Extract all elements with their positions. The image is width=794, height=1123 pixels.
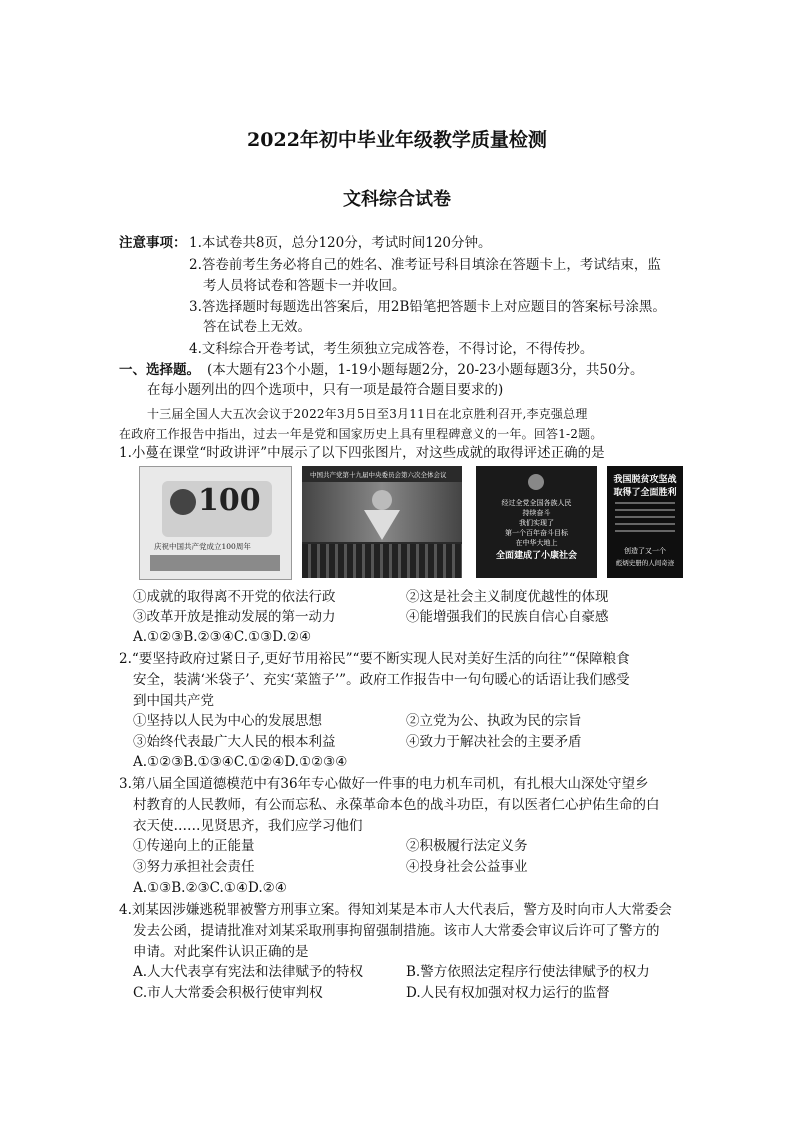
q1-image-4-line-2: 取得了全面胜利 bbox=[613, 488, 677, 498]
notice-label: 注意事项： bbox=[119, 235, 187, 251]
q2-option-4: ④致力于解决社会的主要矛盾 bbox=[406, 734, 582, 750]
q1-image-4-line-4: 彪炳史册的人间奇迹 bbox=[615, 559, 675, 567]
section-desc-2: 在每小题列出的四个选项中，只有一项是最符合题目要求的) bbox=[147, 382, 504, 398]
q3-line-3: 衣天使……见贤思齐，我们应学习他们 bbox=[133, 818, 363, 834]
section-heading: 一、选择题。 bbox=[119, 362, 200, 378]
material-line-1: 十三届全国人大五次会议于2022年3月5日至3月11日在北京胜利召开,李克强总理 bbox=[147, 407, 588, 421]
q1-option-3: ③改革开放是推动发展的第一动力 bbox=[133, 609, 336, 625]
q3-option-1: ①传递向上的正能量 bbox=[133, 838, 255, 854]
q1-option-2: ②这是社会主义制度优越性的体现 bbox=[406, 589, 609, 605]
notice-item-4: 4.文科综合开卷考试，考生须独立完成答卷，不得讨论，不得传抄。 bbox=[189, 341, 594, 357]
q1-image-4-line-3: 创造了又一个 bbox=[624, 547, 666, 555]
q1-image-3-line-2: 持续奋斗 bbox=[522, 509, 551, 517]
q2-answers: A.①②③B.①③④C.①②④D.①②③④ bbox=[133, 754, 348, 770]
q2-line-2: 安全，装满‘米袋子’、充实‘菜篮子’”。政府工作报告中一句句暖心的话语让我们感受 bbox=[133, 672, 630, 688]
notice-item-1: 1.本试卷共8页，总分120分，考试时间120分钟。 bbox=[189, 235, 492, 251]
q1-stem: 1.小蔓在课堂“时政讲评”中展示了以下四张图片，对这些成就的取得评述正确的是 bbox=[119, 445, 605, 461]
q1-option-4: ④能增强我们的民族自信心自豪感 bbox=[406, 609, 609, 625]
q4-line-3: 申请。对此案件认识正确的是 bbox=[133, 944, 309, 960]
q3-option-3: ③努力承担社会责任 bbox=[133, 859, 255, 875]
material-line-2: 在政府工作报告中指出，过去一年是党和国家历史上具有里程碑意义的一年。回答1-2题。 bbox=[119, 427, 603, 441]
notice-item-3b: 答在试卷上无效。 bbox=[203, 319, 311, 335]
q1-image-3-line-3: 我们实现了 bbox=[519, 519, 554, 527]
q4-option-d: D.人民有权加强对权力运行的监督 bbox=[406, 985, 610, 1001]
q4-line-2: 发去公函，提请批准对刘某采取刑事拘留强制措施。该市人大常委会审议后许可了警方的 bbox=[133, 923, 660, 939]
q2-option-1: ①坚持以人民为中心的发展思想 bbox=[133, 713, 322, 729]
q3-option-4: ④投身社会公益事业 bbox=[406, 859, 528, 875]
q1-image-1-number: 100 bbox=[198, 483, 261, 518]
page-title: 2022年初中毕业年级教学质量检测 bbox=[247, 129, 547, 151]
q3-line-1: 3.第八届全国道德模范中有36年专心做好一件事的电力机车司机，有扎根大山深处守望乡 bbox=[119, 776, 649, 792]
q1-image-4-line-1: 我国脱贫攻坚战 bbox=[613, 475, 677, 485]
section-desc-1: (本大题有23个小题，1-19小题每题2分，20-23小题每题3分，共50分。 bbox=[207, 362, 644, 378]
q2-line-3: 到中国共产党 bbox=[133, 693, 214, 709]
notice-item-3: 3.答选择题时每题选出答案后，用2B铅笔把答题卡上对应题目的答案标号涂黑。 bbox=[189, 299, 666, 315]
q1-image-1-caption: 庆祝中国共产党成立100周年 bbox=[154, 542, 251, 551]
q1-image-2-caption: 中国共产党第十九届中央委员会第六次全体会议 bbox=[310, 471, 447, 479]
notice-item-2b: 考人员将试卷和答题卡一并收回。 bbox=[203, 278, 406, 294]
q2-option-2: ②立党为公、执政为民的宗旨 bbox=[406, 713, 582, 729]
q3-line-2: 村教育的人民教师，有公而忘私、永葆革命本色的战斗功臣，有以医者仁心护佑生命的白 bbox=[133, 797, 660, 813]
q1-image-3-line-1: 经过全党全国各族人民 bbox=[501, 499, 572, 507]
q1-image-plenum bbox=[302, 466, 462, 578]
q1-image-xiaokang bbox=[476, 466, 597, 578]
q4-line-1: 4.刘某因涉嫌逃税罪被警方刑事立案。得知刘某是本市人大代表后，警方及时向市人大常委会 bbox=[119, 902, 672, 918]
q1-image-3-line-5: 在中华大地上 bbox=[515, 539, 558, 547]
q2-option-3: ③始终代表最广大人民的根本利益 bbox=[133, 734, 336, 750]
q1-image-3-line-4: 第一个百年奋斗目标 bbox=[505, 529, 568, 537]
q1-image-3-line-6: 全面建成了小康社会 bbox=[495, 551, 577, 561]
q1-option-1: ①成就的取得离不开党的依法行政 bbox=[133, 589, 336, 605]
q1-image-centenary bbox=[139, 466, 292, 580]
q1-answers: A.①②③B.②③④C.①③D.②④ bbox=[133, 629, 312, 645]
q1-image-poverty bbox=[607, 466, 683, 578]
q3-option-2: ②积极履行法定义务 bbox=[406, 838, 528, 854]
page-subtitle: 文科综合试卷 bbox=[343, 189, 451, 210]
q2-line-1: 2.“要坚持政府过紧日子,更好节用裕民”“要不断实现人民对美好生活的向往”“保障粮食 bbox=[119, 651, 630, 667]
q3-answers: A.①③B.②③C.①④D.②④ bbox=[133, 880, 287, 896]
notice-item-2: 2.答卷前考生务必将自己的姓名、准考证号科目填涂在答题卡上，考试结束，监 bbox=[189, 257, 661, 273]
q4-option-a: A.人大代表享有宪法和法律赋予的特权 bbox=[133, 964, 364, 980]
q4-option-c: C.市人大常委会积极行使审判权 bbox=[133, 985, 323, 1001]
q4-option-b: B.警方依照法定程序行使法律赋予的权力 bbox=[406, 964, 650, 980]
